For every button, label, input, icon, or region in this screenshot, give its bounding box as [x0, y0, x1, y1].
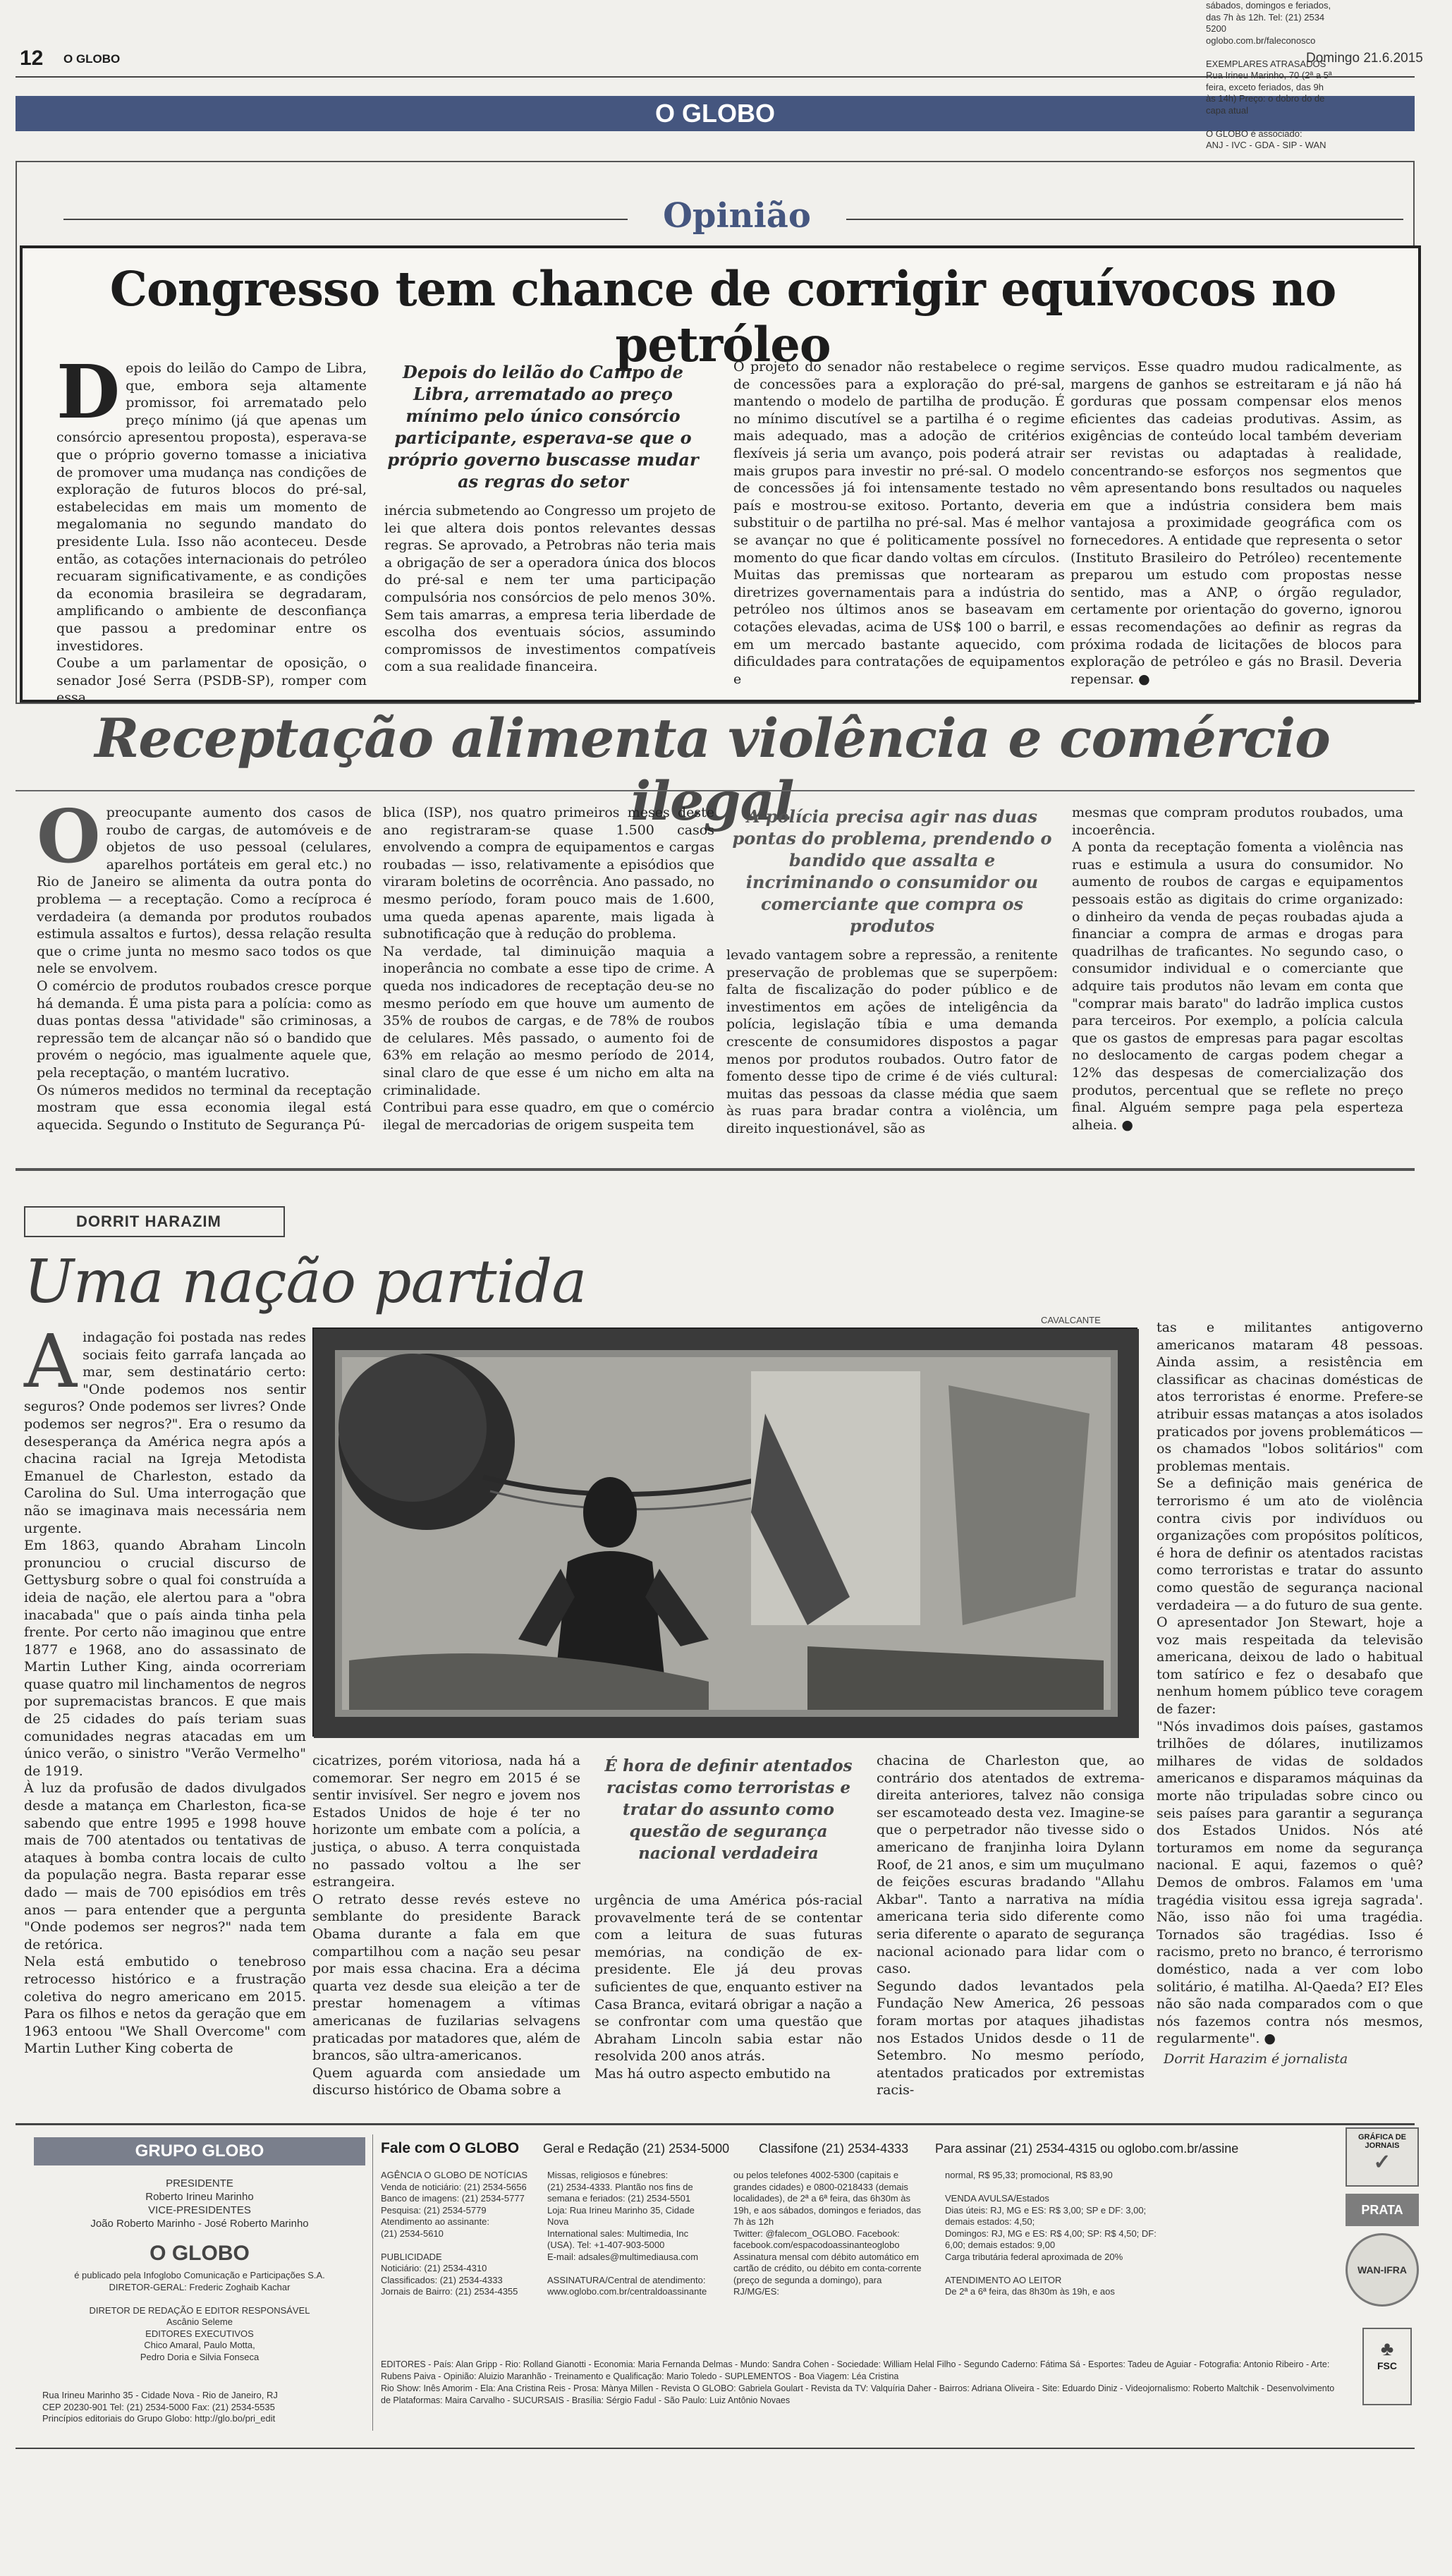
column-col-3: chacina de Charleston que, ao contrário dos atentados de extrema-direita anteriores, talvez não consiga ser escamoteado desta vez. Imagine-se que o perpetrador não tivesse sido o americano de franjinha loira Dylann Roof, de 21 anos, e sim um muçulmano de feições escuras bradando "Allahu Akbar". Tanto a narrativa na mídia americana teria sido diferente como seria diferente o aparato de segurança nacional acionado para lidar com o caso. Segundo dados levantados pela Fundação New America, 26 pessoas foram mortas por ataques jihadistas nos Estados Unidos desde o 11 de Setembro. No mesmo período, atentados praticados por extremistas racis- — [877, 1753, 1145, 2098]
header-rule — [16, 76, 1415, 78]
editorial2-col-3: levado vantagem sobre a repressão, a renitente preservação de problemas que se superpõem: falta de fiscalização do poder público e de investimentos em ações de inteligência da polícia, legislação tíbia e uma demanda crescente de consumidores dispostos a pagar menos por produtos roubados. Outro fator de fomento desse tipo de crime é de viés cultural: muitas das pessoas da classe média que saem às ruas para bradar contra a violência, um direito inquestionável, são as — [726, 947, 1058, 1136]
author-tag: DORRIT HARAZIM — [24, 1206, 285, 1237]
section-rule-right — [846, 219, 1403, 220]
drop-cap: D — [56, 348, 121, 435]
badge-wan-label: WAN-IFRA — [1358, 2264, 1407, 2276]
page-date: Domingo 21.6.2015 — [1306, 51, 1423, 66]
group-logo: GRUPO GLOBO — [34, 2137, 365, 2165]
article-photo — [312, 1328, 1137, 1737]
column-signature: Dorrit Harazim é jornalista — [1164, 2051, 1348, 2067]
column-headline: Uma nação partida — [24, 1247, 587, 1316]
column-col-1 — [24, 1318, 306, 2091]
tree-icon: ♣ — [1380, 2338, 1394, 2359]
photo-credit: CAVALCANTE — [1041, 1315, 1101, 1325]
bottom-rule — [16, 2448, 1415, 2449]
editorial2-col-1-text: preocupante aumento dos casos de roubo de cargas, de automóveis e de objetos de uso pessoal (celulares, aparelhos portáteis em geral etc.) no Rio de Janeiro se alimenta da outra ponta do problema — a receptação. Como a recíproca é verdadeira (a demanda por produtos roubados estimula assaltos e furtos), dessa relação resulta que o crime junta no mesmo saco todos os que nele se envolvem. O comércio de produtos roubados cresce porque há demanda. É uma pista para a polícia: como as duas pontas dessa "atividade" são criminosas, a repressão tem de alcançar não só o bandido que provém o negócio, mas igualmente aquele que, pela receptação, o mantém lucrativo. Os números medidos no terminal da receptação mostram que essa economia ilegal está aquecida. Segundo o Instituto de Segurança Pú- — [37, 805, 372, 1133]
assinar-link[interactable]: Para assinar (21) 2534-4315 ou oglobo.com.br/assine — [935, 2141, 1239, 2156]
column-col-2: cicatrizes, porém vitoriosa, nada há a comemorar. Ser negro em 2015 é se sentir invisível. Ser negro e jovem nos Estados Unidos de hoje é ter no horizonte um embate com a polícia, a justiça, o abuso. A terra conquistada no passado voltou a lhe ser estrangeira. O retrato desse revés esteve no semblante do presidente Barack Obama durante a fala em que compartilhou com a nação seu pesar por mais essa chacina. Era a décima quarta vez desde sua eleição a ter de prestar homenagem a vítimas americanas de fuzilarias selvagens praticadas por matadores que, além de brancos, são ultra-americanos. Quem aguarda com ansiedade um discurso histórico de Obama sobre a — [312, 1753, 580, 2098]
badge-fsc — [1362, 2328, 1412, 2405]
opinion-col-3: O projeto do senador não restabelece o regime de concessões para a exploração do pré-sal, mantendo o modelo de partilha de produção. É no mínimo discutível se a partilha é o regime mais adequado, mas a adoção de critérios flexíveis já seria um avanço, pois poderá atrair mais grupos para investir no pré-sal. O modelo de concessões já foi intensamente testado no país e mostrou-se exitoso. Portanto, deveria substituir o de partilha no pré-sal. Mas é melhor se avançar no que é politicamente possível no momento do que ficar dando voltas em círculos. Muitas das premissas que nortearam as diretrizes governamentais para a indústria do petróleo nos últimos anos se baseavam em cotações elevadas, acima de US$ 100 o barril, e em um mercado bastante aquecido, com dificuldades para contratações de equipamentos e — [733, 359, 1065, 687]
drop-cap-2: O — [37, 793, 101, 880]
fale-title: Fale com O GLOBO — [381, 2140, 520, 2156]
column-col-2b: urgência de uma América pós-racial provavelmente terá de se contentar com a leitura de suas futuras memórias, na condição de ex-presidente. Ele já deu provas suficientes de que, enquanto estiver na Casa Branca, evitará obrigar a nação a se confrontar com uma questão que Abraham Lincoln sabia estar não resolvida 200 anos atrás. Mas há outro aspecto embutido na — [594, 1892, 862, 2082]
opinion-headline: Congresso tem chance de corrigir equívocos no petróleo — [109, 261, 1336, 372]
editorial2-col-4: mesmas que compram produtos roubados, uma incoerência. A ponta da receptação fomenta a violência nas ruas e estimula a usura do consumidor. No aumento de roubos de cargas e equipamentos pessoais estão as digitais do crime organizado: o dinheiro da venda de peças roubadas ajuda a financiar a compra de armas e drogas para quadrilhas de traficantes. No segundo caso, o consumidor individual e o comerciante que adquire tais produtos não levam em conta que "comprar mais barato" do ladrão implica custos para terceiros. Por exemplo, a polícia calcula que os gastos de empresas para pagar escoltas no deslocamento de cargas podem chegar a 12% das despesas de comercialização dos produtos, percentual que se reflete no preço final. Alguém sempre paga pela esperteza alheia. ● — [1072, 805, 1403, 1133]
badge-grafica — [1346, 2127, 1419, 2187]
opinion-pullquote: Depois do leilão do Campo de Libra, arrematado ao preço mínimo pelo único consórcio participante, esperava-se que o próprio governo buscasse mudar as regras do setor — [387, 362, 699, 492]
geral-phone: Geral e Redação (21) 2534-5000 — [543, 2141, 730, 2156]
footer-rule — [16, 2123, 1415, 2125]
section-title: Opinião — [663, 196, 811, 236]
badge-prata — [1346, 2194, 1419, 2226]
page-number: 12 — [20, 47, 44, 70]
photo-illustration — [314, 1329, 1139, 1738]
footer-col-1: AGÊNCIA O GLOBO DE NOTÍCIAS Venda de noticiário: (21) 2534-5656 Banco de imagens: (21) 2534-5777 Pesquisa: (21) 2534-5779 Atendimento ao assinante: (21) 2534-5610 PUBLICIDADE Noticiário: (21) 2534-4310 Classificados: (21) 2534-4333 Jornais de Bairro: (21) 2534-4355 — [381, 2170, 528, 2297]
footer-credits: PRESIDENTE Roberto Irineu Marinho VICE-PRESIDENTES João Roberto Marinho - José Roberto Marinho — [90, 2177, 309, 2230]
opinion-col-1-text: epois do leilão do Campo de Libra, que, embora seja altamente promissor, foi arrematado pelo preço mínimo (já que apenas um consórcio apresentou proposta), esperava-se que o próprio governo tomasse a iniciativa de promover uma mudança nas condições de exploração de futuros blocos do pré-sal, estabelecidas em mais um momento de megalomania no segundo mandato do presidente Lula. Isso não aconteceu. Desde então, as cotações internacionais do petróleo recuaram significativamente, e as condições da economia brasileira se degradaram, amplificando o ambiente de desconfiança que passou a predominar entre os investidores. Coube a um parlamentar de oposição, o senador José Serra (PSDB-SP), romper com essa — [56, 360, 367, 706]
check-icon: ✓ — [1373, 2151, 1391, 2174]
footer-publisher: é publicado pela Infoglobo Comunicação e Participações S.A. DIRETOR-GERAL: Frederic Zoghaib Kachar DIRETOR DE REDAÇÃO E EDITOR RESPONSÁVEL Ascânio Seleme EDITORES EXECUTIVOS Chico Amaral, Paulo Motta, Pedro Doria e Silvia Fonseca — [74, 2270, 325, 2362]
column-col-1-text: indagação foi postada nas redes sociais feito garrafa lançada ao mar, sem destinatário certo: "Onde podemos nos sentir seguros? Onde podemos ser livres? Onde podemos ser negros?". Era o resumo da desesperança da América negra após a chacina racial na Igreja Metodista Emanuel de Charleston, estado da Carolina do Sul. Uma interrogação que não se imaginava mais necessária nem urgente. Em 1863, quando Abraham Lincoln pronunciou o crucial discurso de Gettysburg sobre o qual foi construída a ideia de nação, ele alertou para a "obra inacabada" que o país ainda tinha pela frente. Por certo não imaginou que entre 1877 e 1968, ano do assassinato de Martin Luther King, ainda ocorreriam quase quatro mil linchamentos de negros por supremacistas brancos. E que mais de 25 cidades do país teriam suas comunidades negras atacadas em um único verão, o sinistro "Verão Vermelho" de 1919. À luz da profusão de dados divulgados desde a matança em Charleston, fica-se sabendo que entre 1995 e 1998 houve mais de 700 atentados ou tentativas de ataques à bomba contra locais de culto da população negra. Basta reparar esse dado — mais de 700 episódios em três anos — para entender que a pergunta "Onde podemos ser negros?" nada tem de retórica. Nela está embutido o tenebroso retrocesso histórico e a frustração coletiva do negro americano em 2015. Para os filhos e netos da geração que em 1963 entoou "We Shall Overcome" com Martin Luther King coberta de — [24, 1330, 306, 2057]
paper-name: O GLOBO — [63, 52, 121, 66]
footer-col-4: normal, R$ 95,33; promocional, R$ 83,90 VENDA AVULSA/Estados Dias úteis: RJ, MG e ES: R$ 3,00; SP e DF: 3,00; demais estados: 4,50; Domingos: RJ, MG e ES: R$ 4,00; SP: R$ 4,50; DF: 6,00; demais estados: 9,00 Carga tributária federal aproximada de 20% ATENDIMENTO AO LEITOR De 2ª a 6ª feira, das 8h30m às 19h, e aos — [945, 2170, 1157, 2297]
footer-col-3: ou pelos telefones 4002-5300 (capitais e grandes cidades) e 0800-0218433 (demais localidades), de 2ª a 6ª feira, das 6h30m às 19h, e aos sábados, domingos e feriados, das 7h às 12h Twitter: @falecom_OGLOBO. Facebook: facebook.com/espacodoassinanteoglobo Assinatura mensal com débito automático em cartão de crédito, ou débito em conta-corrente (preço de segunda a domingo), para RJ/MG/ES: — [733, 2170, 922, 2297]
footer-paper-logo: O GLOBO — [150, 2242, 250, 2265]
column-pullquote: É hora de definir atentados racistas como terroristas e tratar do assunto como questão de segurança nacional verdadeira — [604, 1756, 853, 1863]
badge-wan — [1346, 2233, 1419, 2307]
footer-col-2: Missas, religiosos e fúnebres: (21) 2534-4333. Plantão nos fins de semana e feriados: (21) 2534-5501 Loja: Rua Irineu Marinho 35, Cidade Nova International sales: Multimedia, Inc (USA). Tel: +1-407-903-5000 E-mail: adsales@multimediausa.com ASSINATURA/Central de atendimento: www.oglobo.com.br/centraldoassinante — [547, 2170, 707, 2297]
badge-grafica-label: GRÁFICA DE JORNAIS — [1358, 2133, 1407, 2150]
opinion-col-4: serviços. Esse quadro mudou radicalmente, as margens de ganhos se estreitaram e já não há gorduras que possam compensar elos menos eficientes das cadeias produtivas. Assim, as exigências de conteúdo local também deveriam ser revistas ou adaptadas à realidade, concentrando-se esforços nos segmentos que vêm apresentando bons resultados ou naqueles em que a indústria considera bem mais vantajosa a proximidade geográfica com os fornecedores. A entidade que representa o setor (Instituto Brasileiro do Petróleo) recentemente preparou um estudo com propostas nesse sentido, mas a ANP, o órgão regulador, certamente por orientação do governo, ignorou essas recomendações ao definir as regras da próxima rodada de licitações de blocos para exploração de petróleo e gás no Brasil. Deveria repensar. ● — [1070, 359, 1402, 687]
editorial2-pullquote: A polícia precisa agir nas duas pontas do problema, prendendo o bandido que assalta e incriminando o consumidor ou comerciante que compra os produtos — [732, 806, 1052, 936]
footer-col-5: sábados, domingos e feriados, das 7h às 12h. Tel: (21) 2534 5200 oglobo.com.br/faleconosco EXEMPLARES ATRASADOS Rua Irineu Marinho, 70 (2ª a 5ª feira, exceto feriados, das 9h às 14h) Preço: o dobro do de capa atual O GLOBO é associado: ANJ - IVC - GDA - SIP - WAN — [1206, 0, 1332, 150]
editorial2-col-1 — [37, 793, 372, 1157]
editorial2-headline: Receptação alimenta violência e comércio ilegal — [94, 707, 1330, 832]
opinion-col-1 — [56, 348, 367, 706]
editorial2-col-2: blica (ISP), nos quatro primeiros meses deste ano registraram-se quase 1.500 casos envolvendo a compra de equipamentos e cargas roubadas — isso, relativamente a episódios que viraram boletins de ocorrência. Ano passado, no mesmo período, foram pouco mais de 1.600, uma queda apenas aparente, mais ligada à subnotificação que à redução do problema. Na verdade, tal diminuição maquia a inoperância no combate a esse tipo de crime. A queda nos indicadores de receptação deu-se no mesmo período em que houve um aumento de 35% de roubos de cargas, e de 78% de roubos de celulares. Mês passado, o aumento foi de 63% em relação ao mesmo período de 2014, sinal claro de que esse é um nicho em alta na criminalidade. Contribui para esse quadro, em que o comércio ilegal de mercadorias de origem suspeita tem — [383, 805, 714, 1133]
badge-prata-label: PRATA — [1361, 2203, 1403, 2217]
badge-fsc-label: FSC — [1377, 2360, 1397, 2371]
masthead: O GLOBO — [16, 96, 1415, 131]
footer-address: Rua Irineu Marinho 35 - Cidade Nova - Rio de Janeiro, RJ CEP 20230-901 Tel: (21) 2534-5000 Fax: (21) 2534-5535 Princípios editoriais do Grupo Globo: http://glo.bo/pri_edit — [42, 2390, 278, 2424]
section-rule-left — [63, 219, 628, 220]
classifone-phone: Classifone (21) 2534-4333 — [759, 2141, 909, 2156]
column-col-4: tas e militantes antigoverno americanos mataram 48 pessoas. Ainda assim, a resistência em classificar as chacinas domésticas de atos terroristas é enorme. Prefere-se atribuir essas matanças a atos isolados praticados por jovens problemáticos — os chamados "lobos solitários" com problemas mentais. Se a definição mais genérica de terrorismo é um ato de violência contra civis por indivíduos ou organizações com propósitos políticos, é hora de definir os atentados racistas como terroristas e tratar do assunto como questão de segurança nacional verdadeira — a do futuro de sua gente. O apresentador Jon Stewart, hoje a voz mais respeitada da televisão americana, deixou de lado o habitual tom satírico e fez o desabafo que nenhum homem público teve coragem de fazer: "Nós invadimos dois países, gastamos trilhões de dólares, inutilizamos milhares de vidas de soldados americanos e disparamos máquinas da morte não tripuladas sobre cinco ou seis países para garantir a segurança dos Estados Unidos. Nós até torturamos em nome da segurança nacional. E aqui, fazemos o quê? Demos de ombros. Falamos em 'uma tragédia visitou essa igreja sagrada'. Não, isso não foi uma tragédia. Tornados são tragédias. Isso é racismo, preto no branco, é terrorismo doméstico, nada a ver com lobo solitário, é matilha. Al-Qaeda? EI? Eles não são nada comparados com o que nós fazemos contra nós mesmos, regularmente". ● — [1157, 1320, 1423, 2047]
footer-divider — [372, 2134, 373, 2431]
opinion-col-2: inércia submetendo ao Congresso um projeto de lei que altera dois pontos relevantes dessas regras. Se aprovado, a Petrobras não teria mais a obrigação de ser a operadora única dos blocos do pré-sal e nem ter uma participação compulsória nos consórcios de pelo menos 30%. Sem tais amarras, a empresa teria liberdade de escolha dos eventuais sócios, assumindo compromissos de investimentos compatíveis com a sua realidade financeira. — [384, 503, 716, 675]
drop-cap-3: A — [24, 1318, 78, 1404]
footer-editores: EDITORES - País: Alan Gripp - Rio: Rolland Gianotti - Economia: Maria Fernanda Delmas - Mundo: Sandra Cohen - Sociedade: William Helal Filho - Segundo Caderno: Fátima Sá - Esportes: Tadeu de Aguiar - Fotografia: Antonio Ribeiro - Arte: Rubens Paiva - Opinião: Aluizio Maranhão - Treinamento e Qualificação: Mario Toledo - SUPLEMENTOS - Boa Viagem: Léa Cristina Rio Show: Inês Amorim - Ela: Ana Cristina Reis - Prosa: Mànya Millen - Revista O GLOBO: Gabriela Goulart - Revista da TV: Valquíria Daher - Bairros: Adriana Oliveira - Site: Eduardo Diniz - Videojornalismo: Roberto Maltchik - Desenvolvimento de Plataformas: Maira Carvalho - SUCURSAIS - Brasília: Sérgio Fadul - São Paulo: Luiz Antônio Novaes — [381, 2359, 1335, 2405]
